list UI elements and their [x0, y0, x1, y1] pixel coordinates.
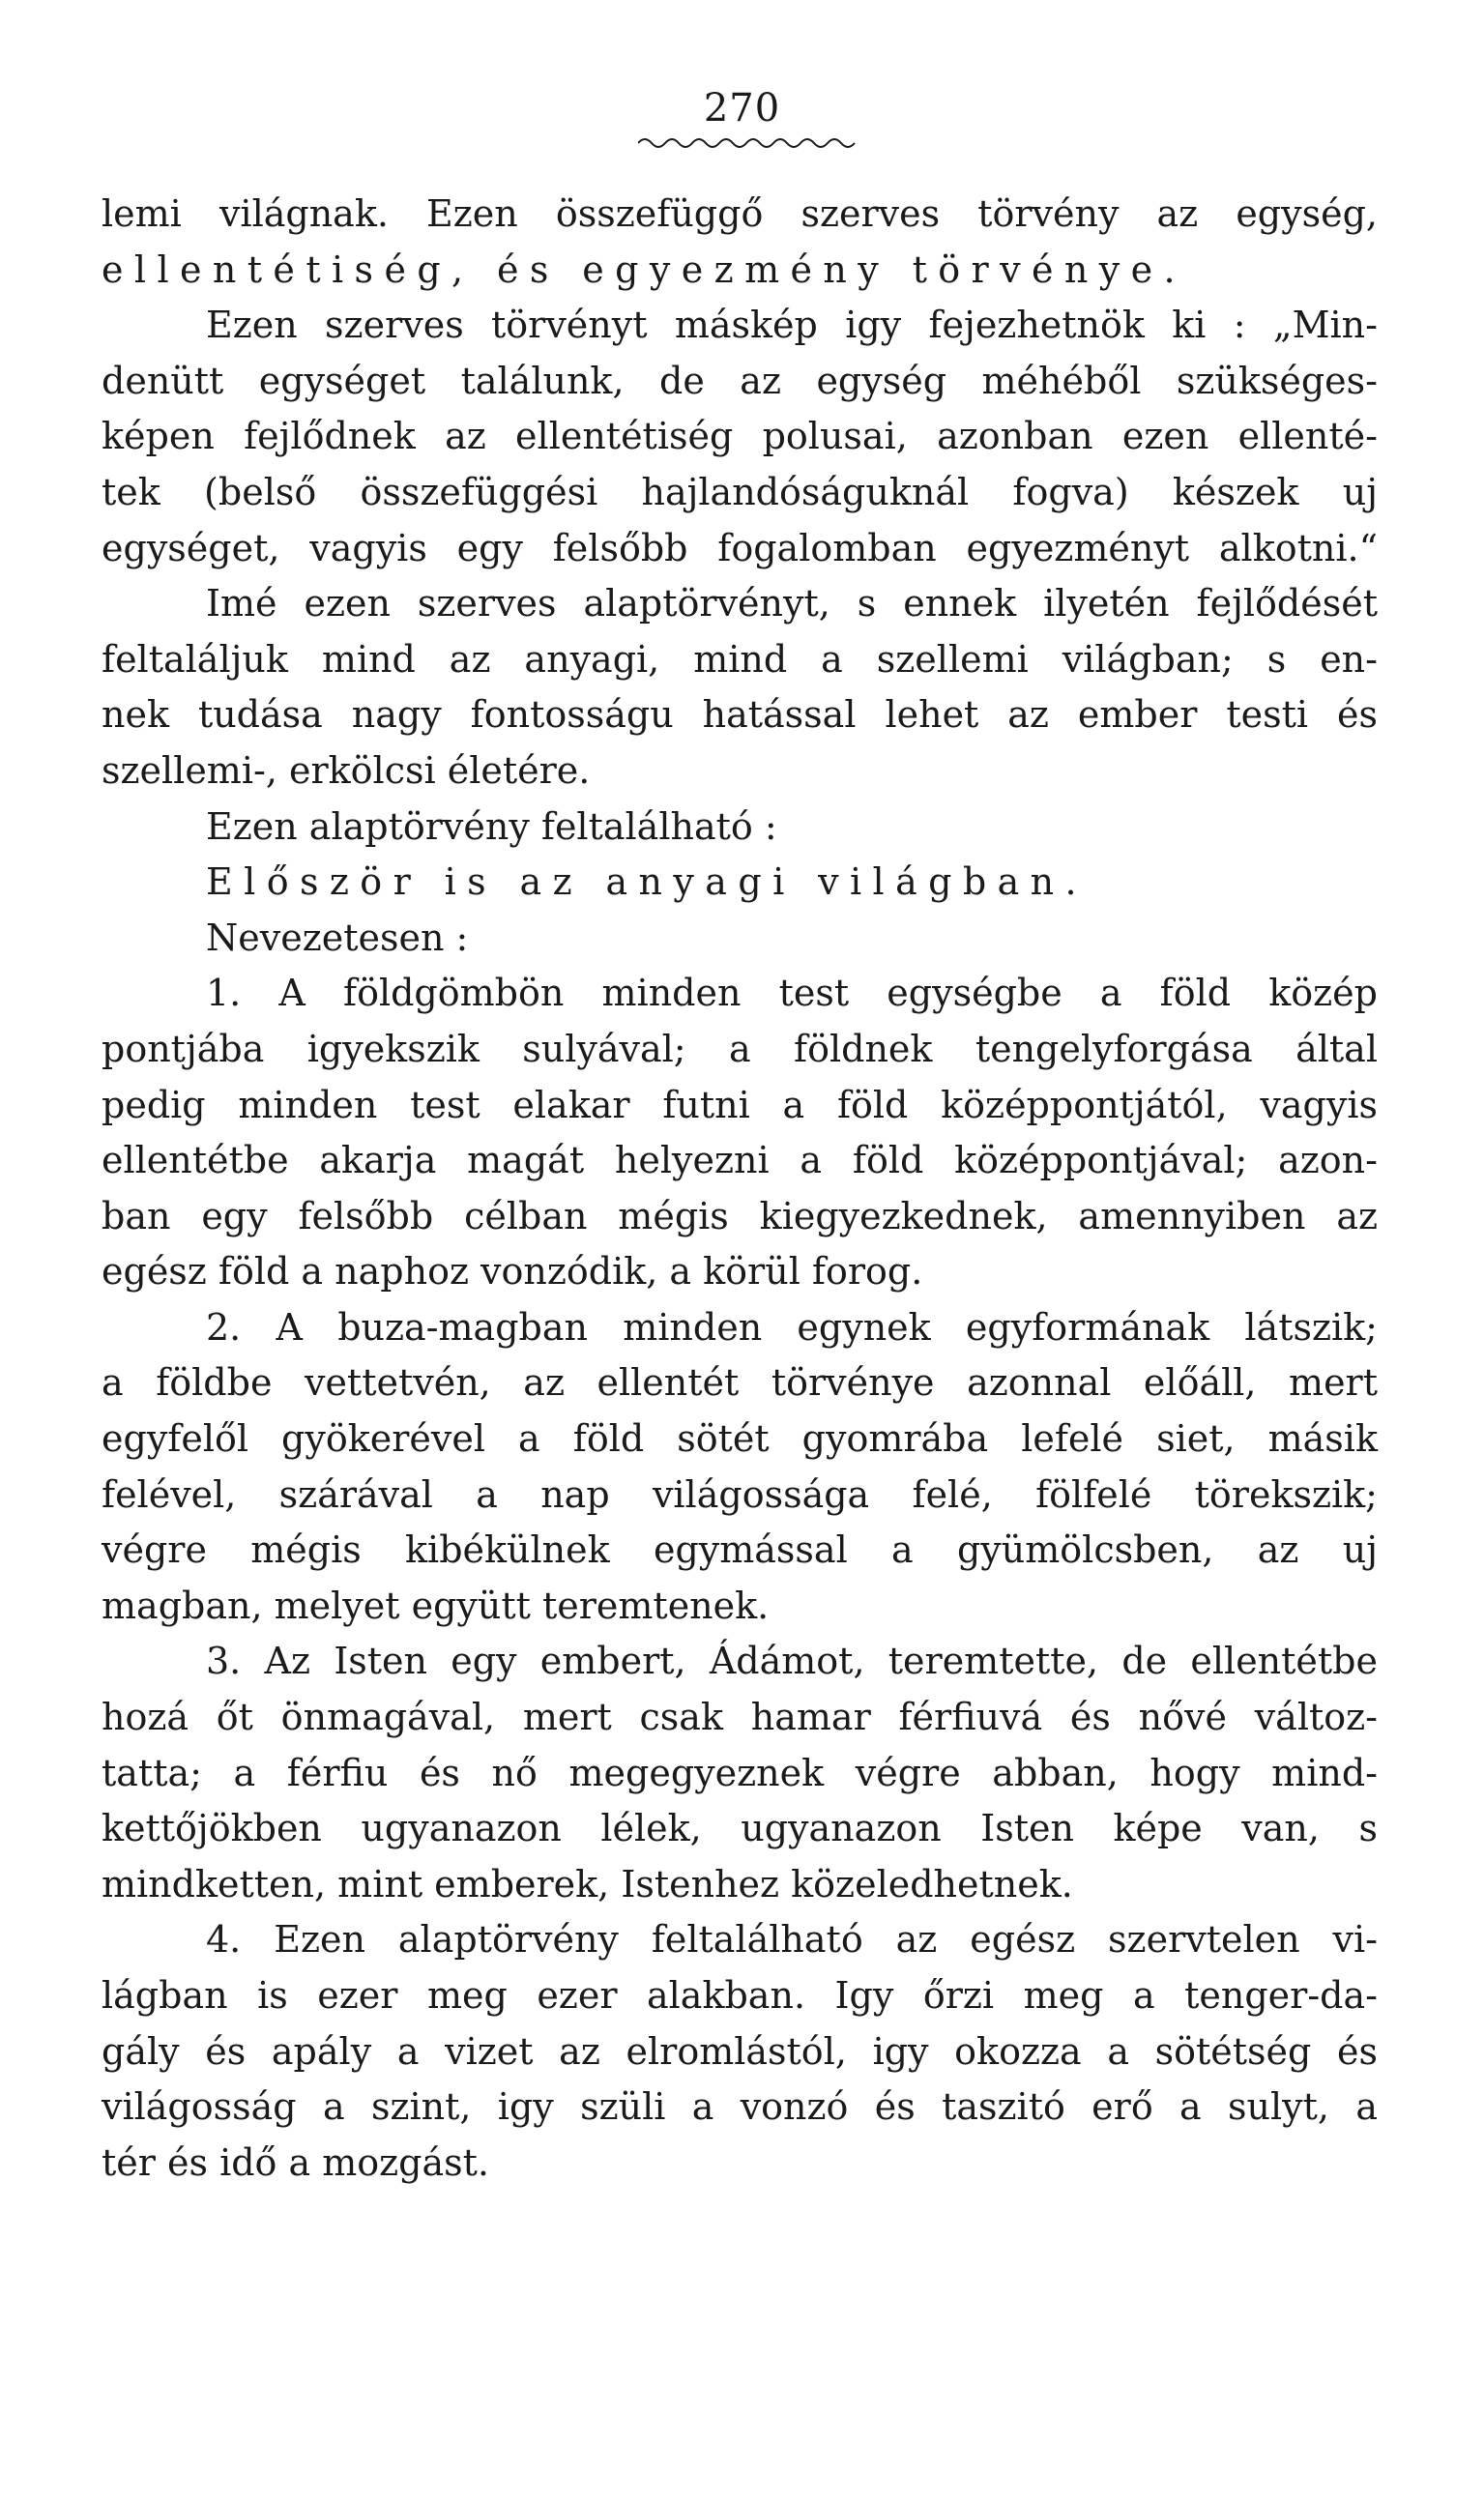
text-line: egységet, vagyis egy felsőbb fogalomban egyezményt alkotni.“ [102, 526, 1378, 569]
text-line: hozá őt önmagával, mert csak hamar férfiuvá és nővé változ- [102, 1696, 1378, 1739]
page-number: 270 [703, 86, 781, 131]
text-line: kettőjökben ugyanazon lélek, ugyanazon Isten képe van, s [102, 1807, 1378, 1850]
text-line: Imé ezen szerves alaptörvényt, s ennek ilyetén fejlődését [206, 582, 1378, 626]
text-line: a földbe vettetvén, az ellentét törvénye azonnal előáll, mert [102, 1361, 1378, 1405]
text-line: magban, melyet együtt teremtenek. [102, 1584, 770, 1627]
text-line: ban egy felsőbb célban mégis kiegyezkednek, amennyiben az [102, 1194, 1378, 1237]
text-line: 1. A földgömbön minden test egységbe a föld közép [206, 972, 1378, 1015]
text-line: tér és idő a mozgást. [102, 2140, 490, 2184]
text-line: denütt egységet találunk, de az egység méhéből szükséges- [102, 359, 1378, 402]
text-line: világosság a szint, igy szüli a vonzó és taszitó erő a sulyt, a [102, 2085, 1378, 2129]
text-line: tek (belső összefüggési hajlandóságuknál fogva) készek uj [102, 470, 1378, 513]
text-line: Ezen alaptörvény feltalálható : [206, 804, 777, 848]
text-line: tatta; a férfiu és nő megegyeznek végre abban, hogy mind- [102, 1751, 1378, 1794]
text-line: egyfelől gyökerével a föld sötét gyomrába lefelé siet, másik [102, 1417, 1378, 1461]
text-line: ellentétbe akarja magát helyezni a föld középpontjával; azon- [102, 1139, 1378, 1182]
text-line: gály és apály a vizet az elromlástól, igy okozza a sötétség és [102, 2029, 1378, 2073]
text-line: Nevezetesen : [206, 916, 469, 959]
text-line: felével, szárával a nap világossága felé, fölfelé törekszik; [102, 1472, 1378, 1516]
text-line: 3. Az Isten egy embert, Ádámot, teremtette, de ellentétbe [206, 1640, 1378, 1683]
text-line: szellemi-, erkölcsi életére. [102, 748, 591, 792]
text-line: képen fejlődnek az ellentétiség polusai, azonban ezen ellenté- [102, 415, 1378, 458]
text-line: egész föld a naphoz vonzódik, a körül forog. [102, 1250, 923, 1294]
body-text [102, 187, 1378, 2191]
text-line: feltaláljuk mind az anyagi, mind a szellemi világban; s en- [102, 637, 1378, 681]
text-line: 2. A buza-magban minden egynek egyformának látszik; [206, 1305, 1378, 1349]
text-line: Először is az anyagi világban. [206, 860, 1088, 904]
text-line: Ezen szerves törvényt máskép igy fejezhetnök ki : „Min- [206, 304, 1378, 347]
text-line: lágban is ezer meg ezer alakban. Igy őrzi meg a tenger-da- [102, 1974, 1378, 2017]
text-line: lemi világnak. Ezen összefüggő szerves törvény az egység, [102, 192, 1378, 235]
text-line: pedig minden test elakar futni a föld középpontjától, vagyis [102, 1083, 1378, 1126]
text-line: mindketten, mint emberek, Istenhez közeledhetnek. [102, 1862, 1073, 1906]
text-line: végre mégis kibékülnek egymással a gyümölcsben, az uj [102, 1528, 1378, 1572]
text-line: nek tudása nagy fontosságu hatással lehet az ember testi és [102, 693, 1378, 737]
text-line: ellentétiség, és egyezmény törvénye. [102, 247, 1186, 291]
page-number-ornament [638, 135, 860, 151]
text-line: pontjába igyekszik sulyával; a földnek tengelyforgása által [102, 1027, 1378, 1070]
text-line: 4. Ezen alaptörvény feltalálható az egész szervtelen vi- [206, 1918, 1378, 1962]
